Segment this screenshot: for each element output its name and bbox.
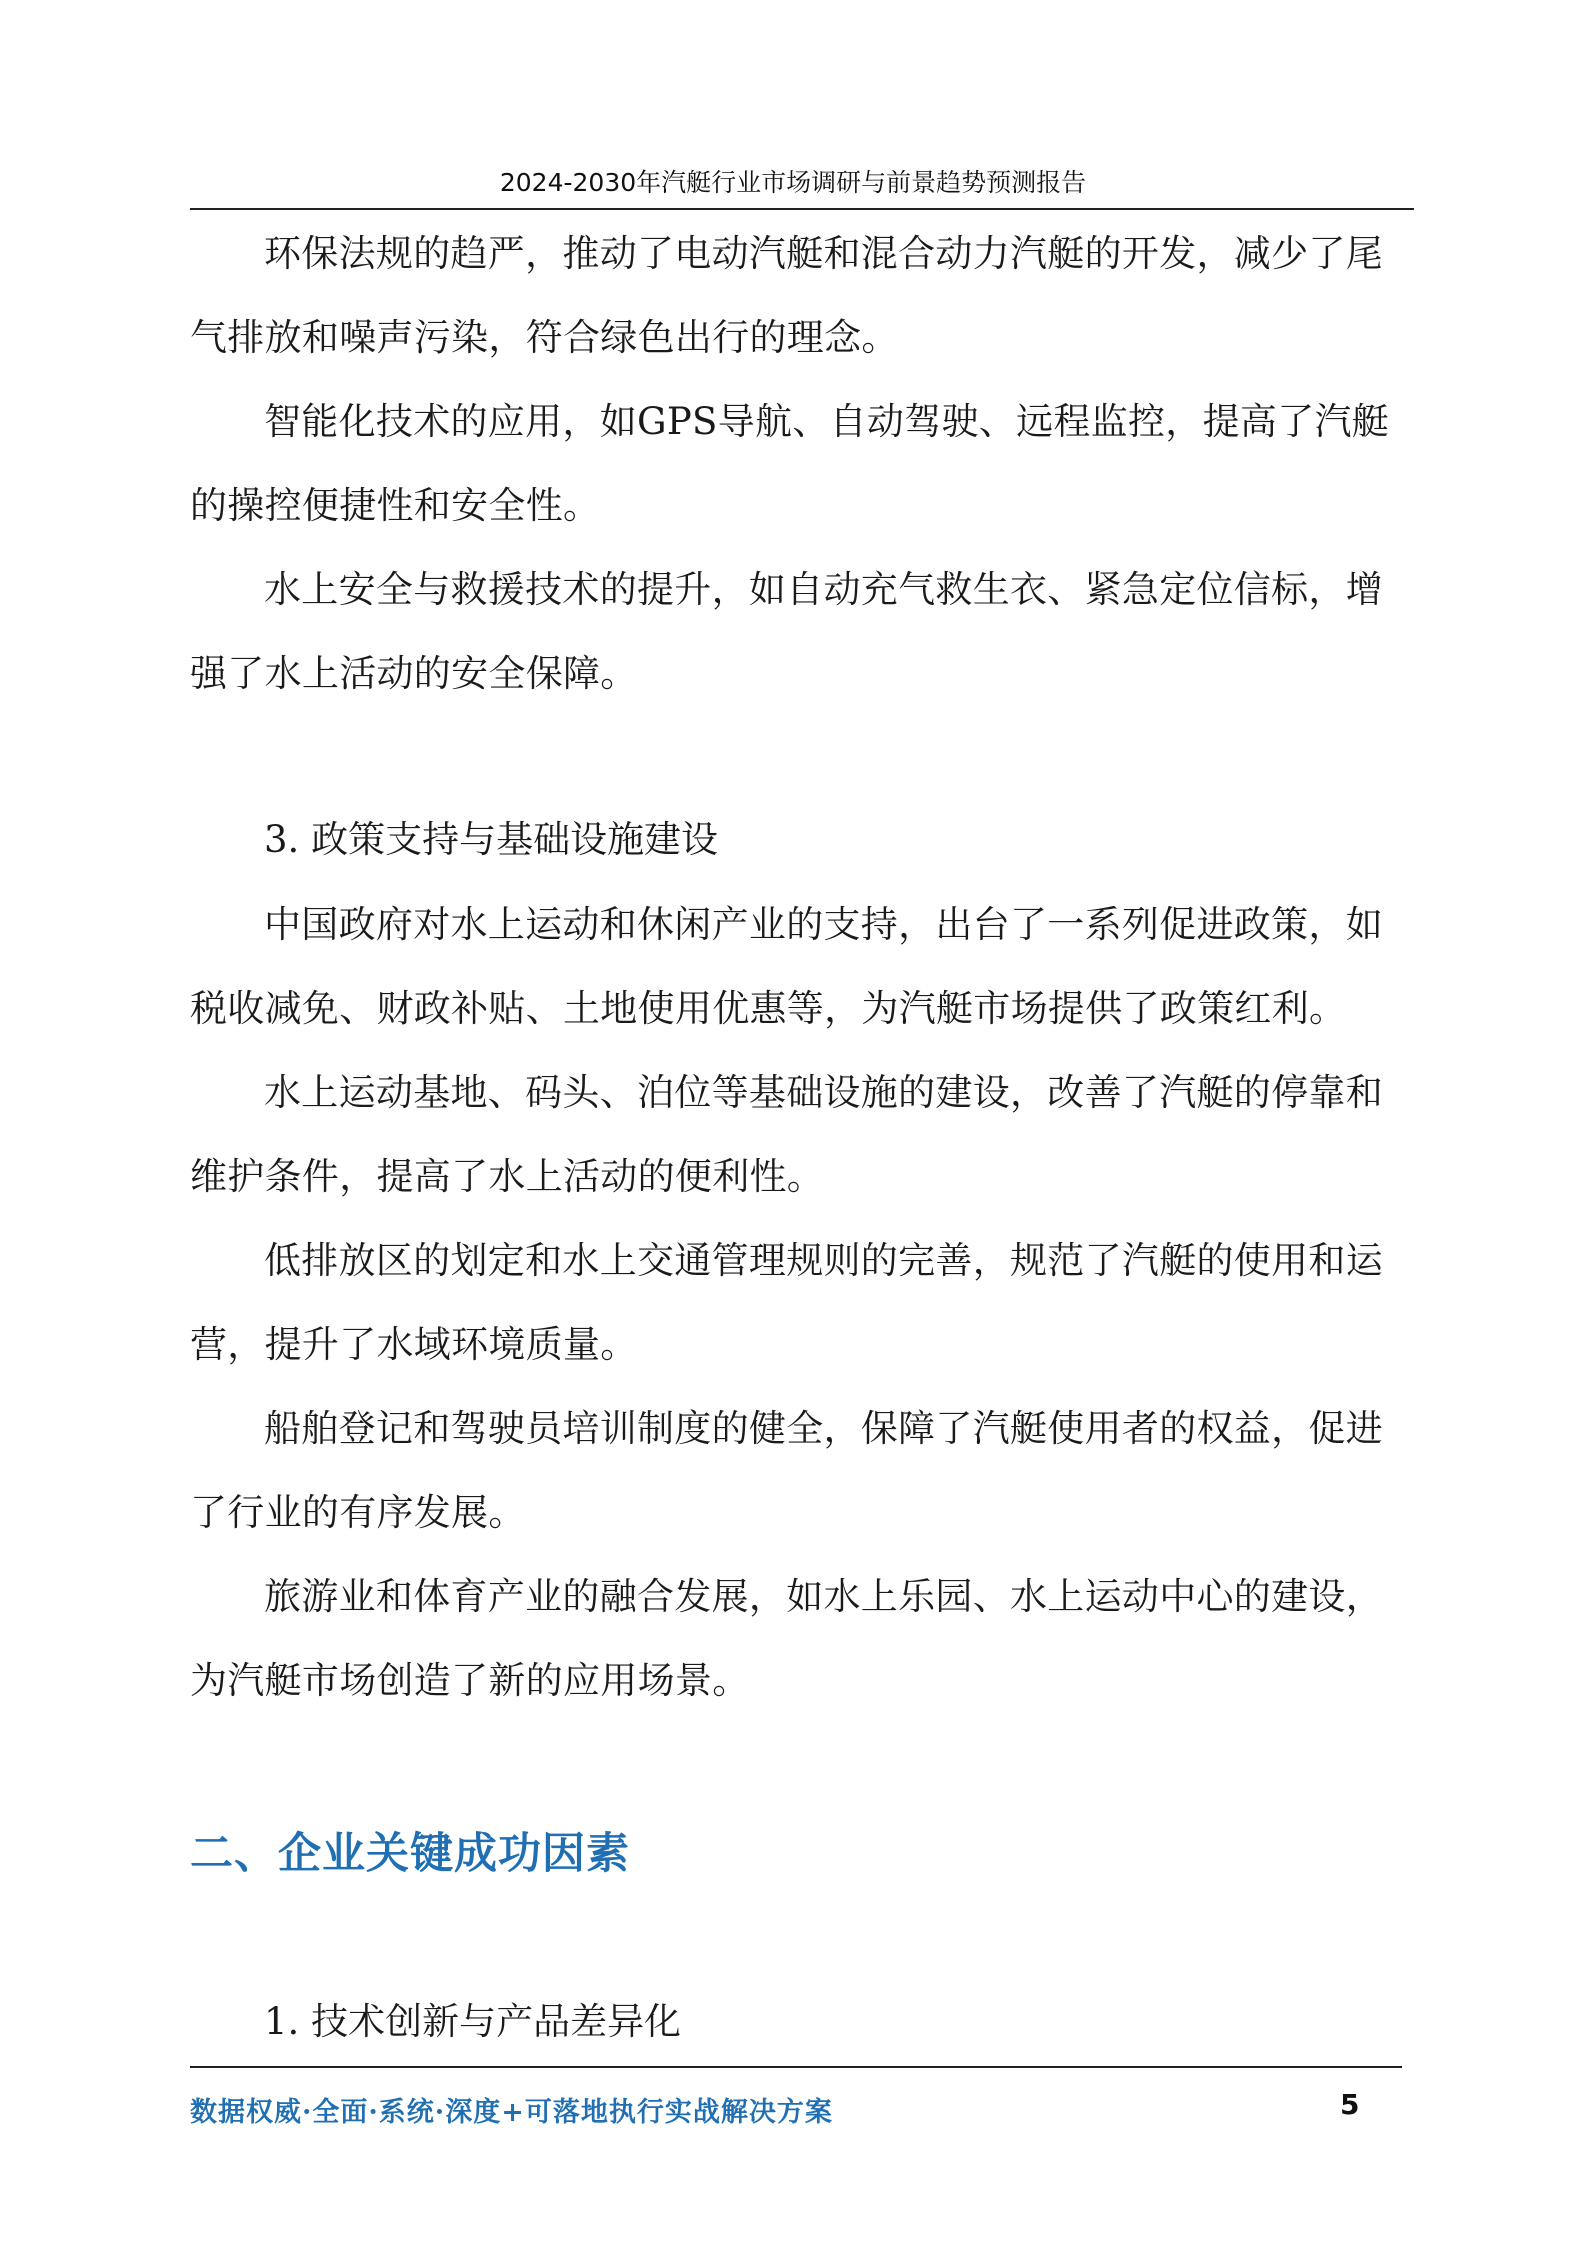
paragraph-env-regulation: 环保法规的趋严，推动了电动汽艇和混合动力汽艇的开发，减少了尾气排放和噪声污染，符合绿色出行的理念。 — [190, 232, 1383, 359]
paragraph-infrastructure: 水上运动基地、码头、泊位等基础设施的建设，改善了汽艇的停靠和维护条件，提高了水上活动的便利性。 — [190, 1071, 1383, 1198]
page-number: 5 — [1340, 2088, 1360, 2121]
page-header-title: 2024-2030年汽艇行业市场调研与前景趋势预测报告 — [499, 168, 1087, 197]
paragraph-gov-support: 中国政府对水上运动和休闲产业的支持，出台了一系列促进政策，如税收减免、财政补贴、土地使用优惠等，为汽艇市场提供了政策红利。 — [190, 903, 1383, 1030]
footer-slogan: 数据权威·全面·系统·深度+可落地执行实战解决方案 — [190, 2097, 833, 2128]
paragraph-registration-training: 船舶登记和驾驶员培训制度的健全，保障了汽艇使用者的权益，促进了行业的有序发展。 — [190, 1407, 1383, 1534]
paragraph-smart-tech: 智能化技术的应用，如GPS导航、自动驾驶、远程监控，提高了汽艇的操控便捷性和安全性。 — [190, 400, 1390, 527]
subheading-policy-support: 3. 政策支持与基础设施建设 — [264, 818, 719, 861]
header-divider — [190, 208, 1414, 210]
paragraph-tourism-sports: 旅游业和体育产业的融合发展，如水上乐园、水上运动中心的建设，为汽艇市场创造了新的应用场景。 — [190, 1575, 1383, 1702]
section-title-key-success-factors: 二、企业关键成功因素 — [190, 1829, 630, 1879]
footer-divider — [190, 2066, 1402, 2068]
paragraph-low-emission-zone: 低排放区的划定和水上交通管理规则的完善，规范了汽艇的使用和运营，提升了水域环境质量。 — [190, 1239, 1383, 1366]
paragraph-safety-rescue: 水上安全与救援技术的提升，如自动充气救生衣、紧急定位信标，增强了水上活动的安全保障。 — [190, 568, 1383, 695]
subheading-tech-innovation: 1. 技术创新与产品差异化 — [264, 2000, 682, 2043]
